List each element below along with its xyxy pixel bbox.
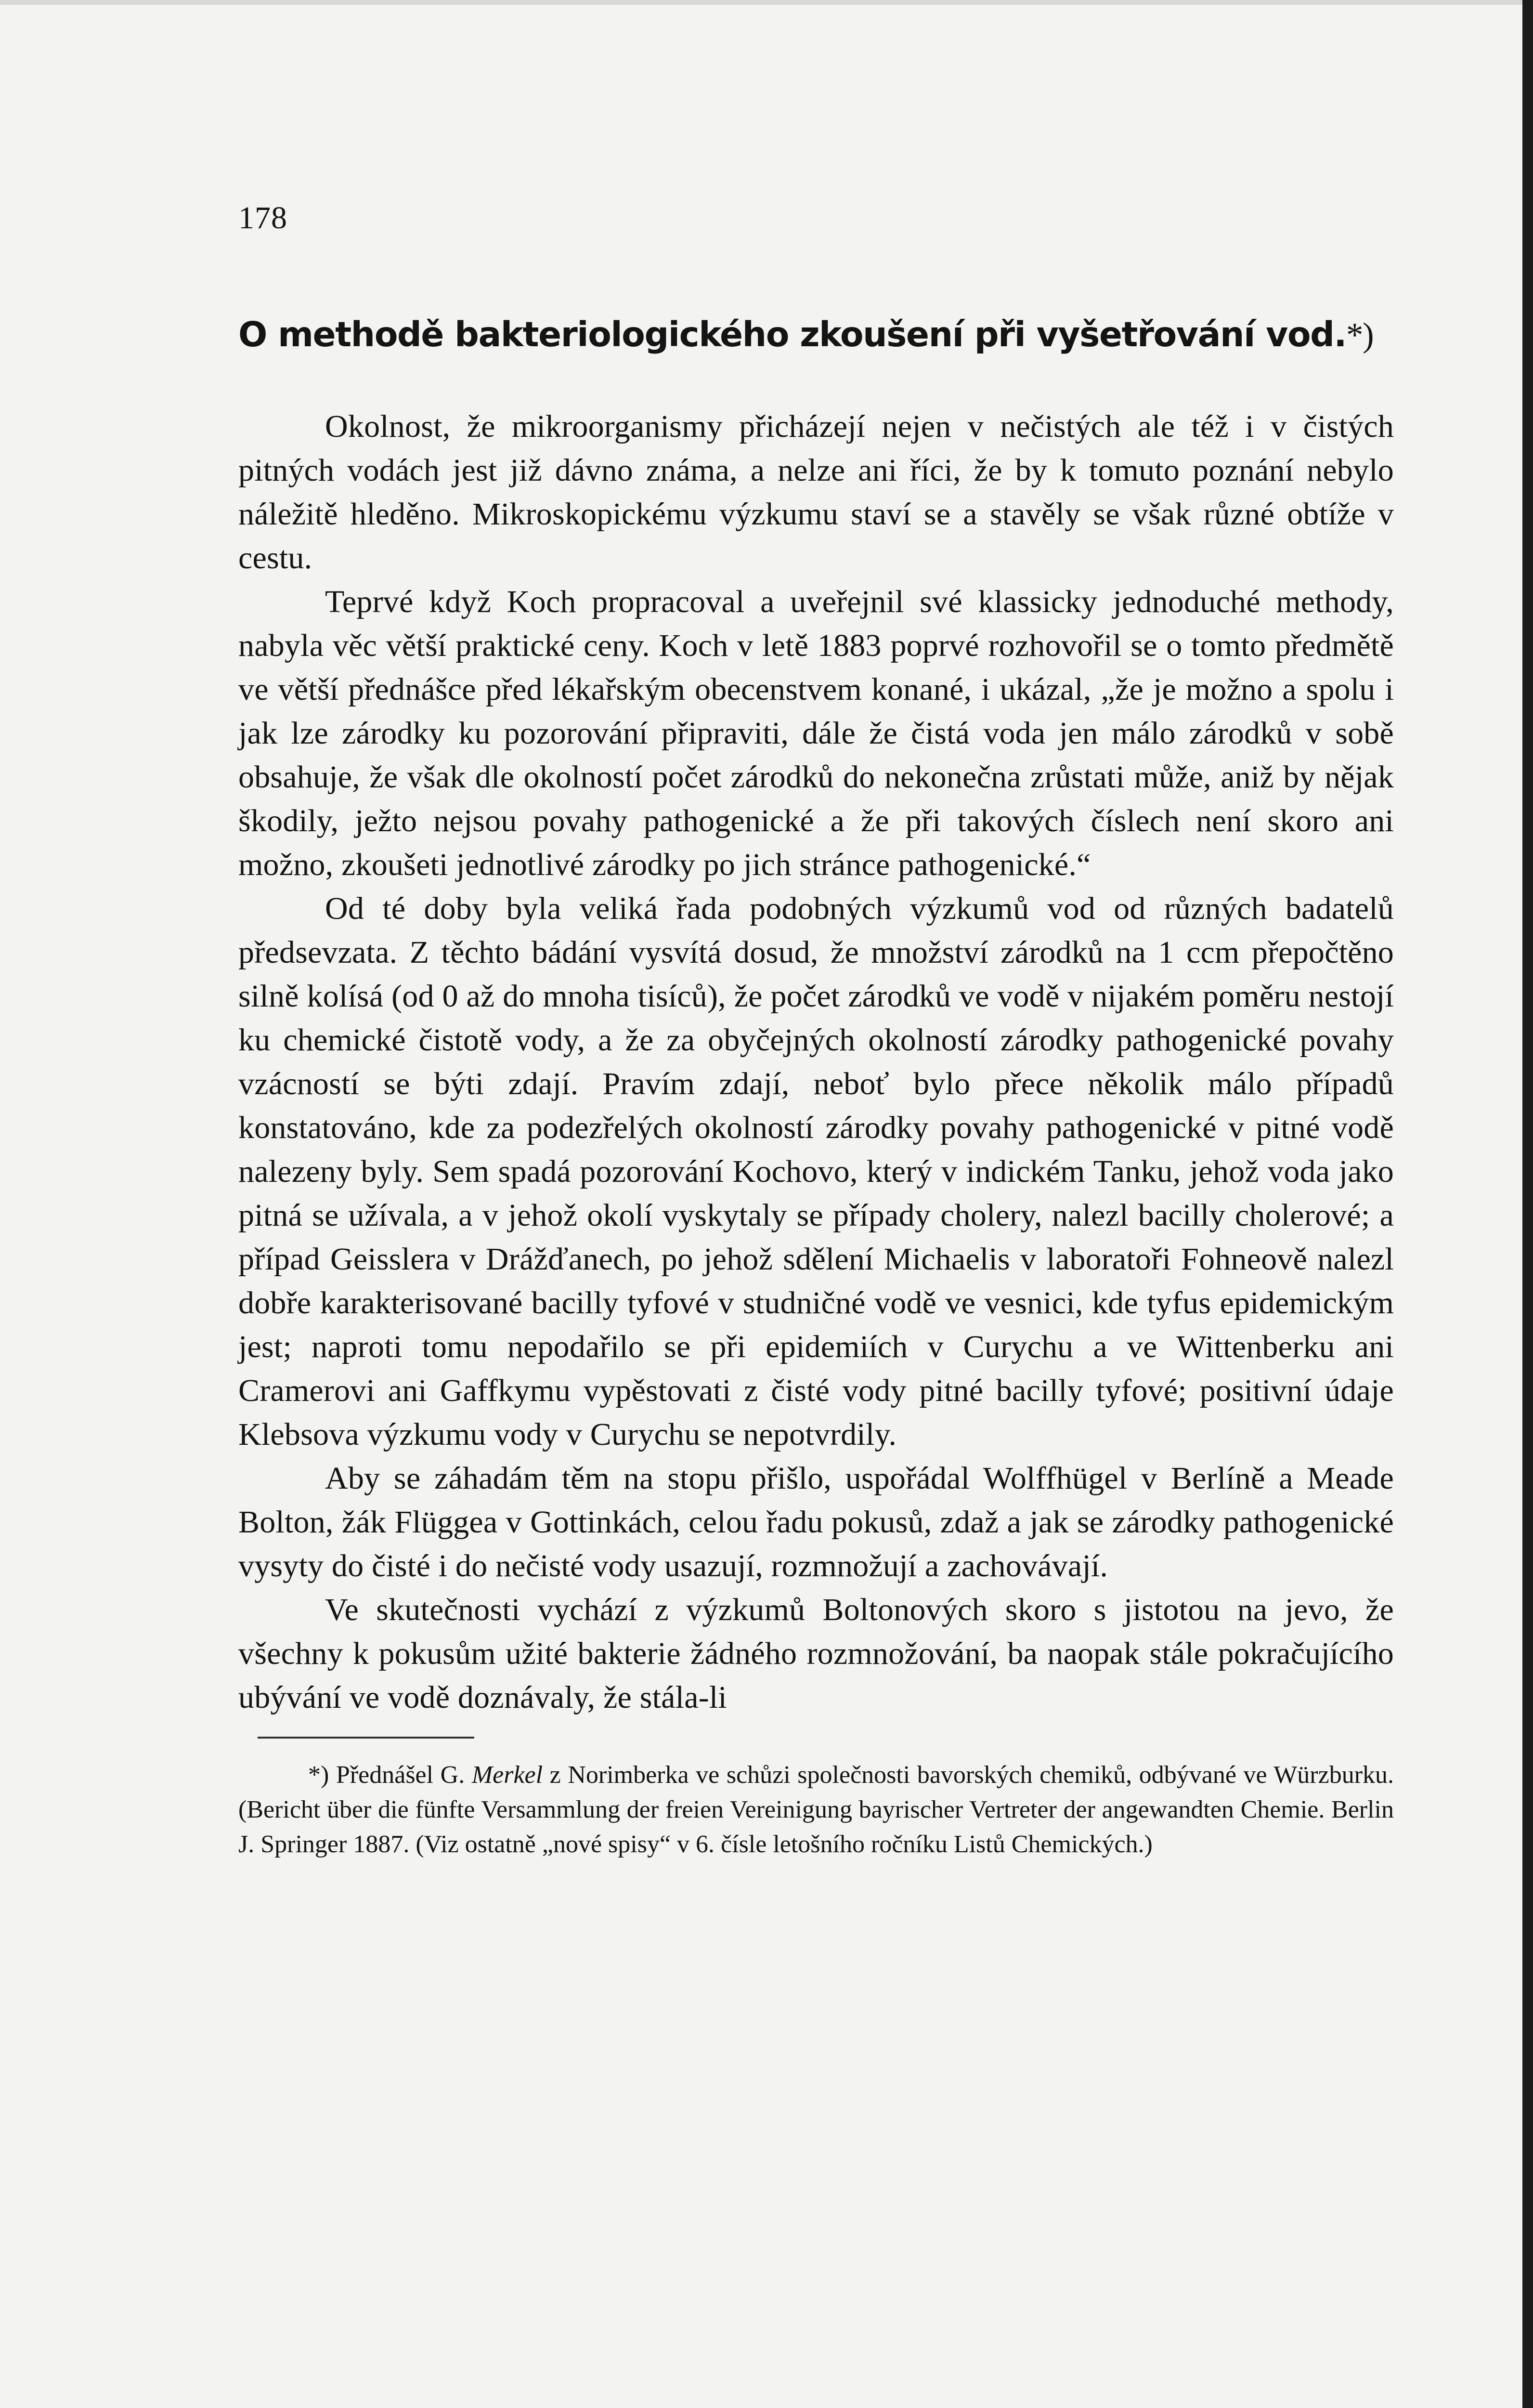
- footnote-author-name: Merkel: [471, 1761, 543, 1789]
- paragraph-3: Od té doby byla veliká řada podobných výzkumů vod od různých badatelů předsevzata. Z těchto bádání vysvítá dosud, že množství zárodků na 1 ccm přepočtěno silně kolísá (od 0 až do mnoha tisíců), že počet zárodků ve vodě v nijakém poměru nestojí ku chemické čistotě vody, a že za obyčejných okolností zárodky pathogenické povahy vzácností se býti zdají. Pravím zdají, neboť bylo přece několik málo případů konstatováno, kde za podezřelých okolností zárodky povahy pathogenické v pitné vodě nalezeny byly. Sem spadá pozorování Kochovo, který v indickém Tanku, jehož voda jako pitná se užívala, a v jehož okolí vyskytaly se případy cholery, nalezl bacilly cholerové; a případ Geisslera v Drážďanech, po jehož sdělení Michaelis v laboratoři Fohneově nalezl dobře karakterisované bacilly tyfové v studničné vodě ve vesnici, kde tyfus epidemickým jest; naproti tomu nepodařilo se při epidemiích v Curychu a ve Wittenberku ani Cramerovi ani Gaffkymu vypěstovati z čisté vody pitné bacilly tyfové; positivní údaje Klebsova výzkumu vody v Curychu se nepotvrdily.: [238, 891, 1394, 1453]
- title-footnote-mark: *): [1346, 316, 1374, 354]
- article-body: [238, 405, 1394, 1719]
- footnote-mark: *): [308, 1761, 329, 1789]
- document-page: [238, 202, 1394, 1862]
- paragraph-4: Aby se záhadám těm na stopu přišlo, uspořádal Wolffhügel v Berlíně a Meade Bolton, žák Flüggea v Gottinkách, celou řadu pokusů, zdaž a jak se zárodky pathogenické vysyty do čisté i do nečisté vody usazují, rozmnožují a zachovávají.: [238, 1461, 1394, 1584]
- page-number: 178: [238, 200, 287, 236]
- paragraph-1: Okolnost, že mikroorganismy přicházejí nejen v nečistých ale též i v čistých pitných vodách jest již dávno známa, a nelze ani říci, že by k tomuto poznání nebylo náležitě hleděno. Mikroskopickému výzkumu staví se a stavěly se však různé obtíže v cestu.: [238, 409, 1394, 576]
- footnote-divider: [258, 1737, 474, 1739]
- footnote-text: [238, 1758, 1394, 1862]
- article-title-text: O methodě bakteriologického zkoušení při vyšetřování vod.: [238, 314, 1346, 354]
- footnote-after-name: z Norimberka ve schůzi společnosti bavorských chemiků, odbývané ve Würzburku. (Bericht über die fünfte Versammlung der freien Vereinigung bayrischer Vertreter der angewandten Chemie. Berlin J. Springer 1887. (Viz ostatně „nové spisy“ v 6. čísle letošního ročníku Listů Chemických.): [238, 1761, 1394, 1858]
- scan-edge-top: [0, 0, 1533, 5]
- scan-edge-right: [1522, 0, 1533, 2408]
- footnote: [238, 1758, 1394, 1862]
- footnote-before-name: Přednášel G.: [336, 1761, 465, 1789]
- paragraph-5: Ve skutečnosti vychází z výzkumů Boltonových skoro s jistotou na jevo, že všechny k pokusům užité bakterie žádného rozmnožování, ba naopak stále pokračujícího ubývání ve vodě doznávaly, že stála-li: [238, 1592, 1394, 1715]
- paragraph-2: Teprvé když Koch propracoval a uveřejnil své klassicky jednoduché methody, nabyla věc větší praktické ceny. Koch v letě 1883 poprvé rozhovořil se o tomto předmětě ve větší přednášce před lékařským obecenstvem konané, i ukázal, „že je možno a spolu i jak lze zárodky ku pozorování připraviti, dále že čistá voda jen málo zárodků v sobě obsahuje, že však dle okolností počet zárodků do nekonečna zrůstati může, aniž by nějak škodily, ježto nejsou povahy pathogenické a že při takových číslech není skoro ani možno, zkoušeti jednotlivé zárodky po jich stránce pathogenické.“: [238, 584, 1394, 883]
- article-title: [238, 316, 1394, 354]
